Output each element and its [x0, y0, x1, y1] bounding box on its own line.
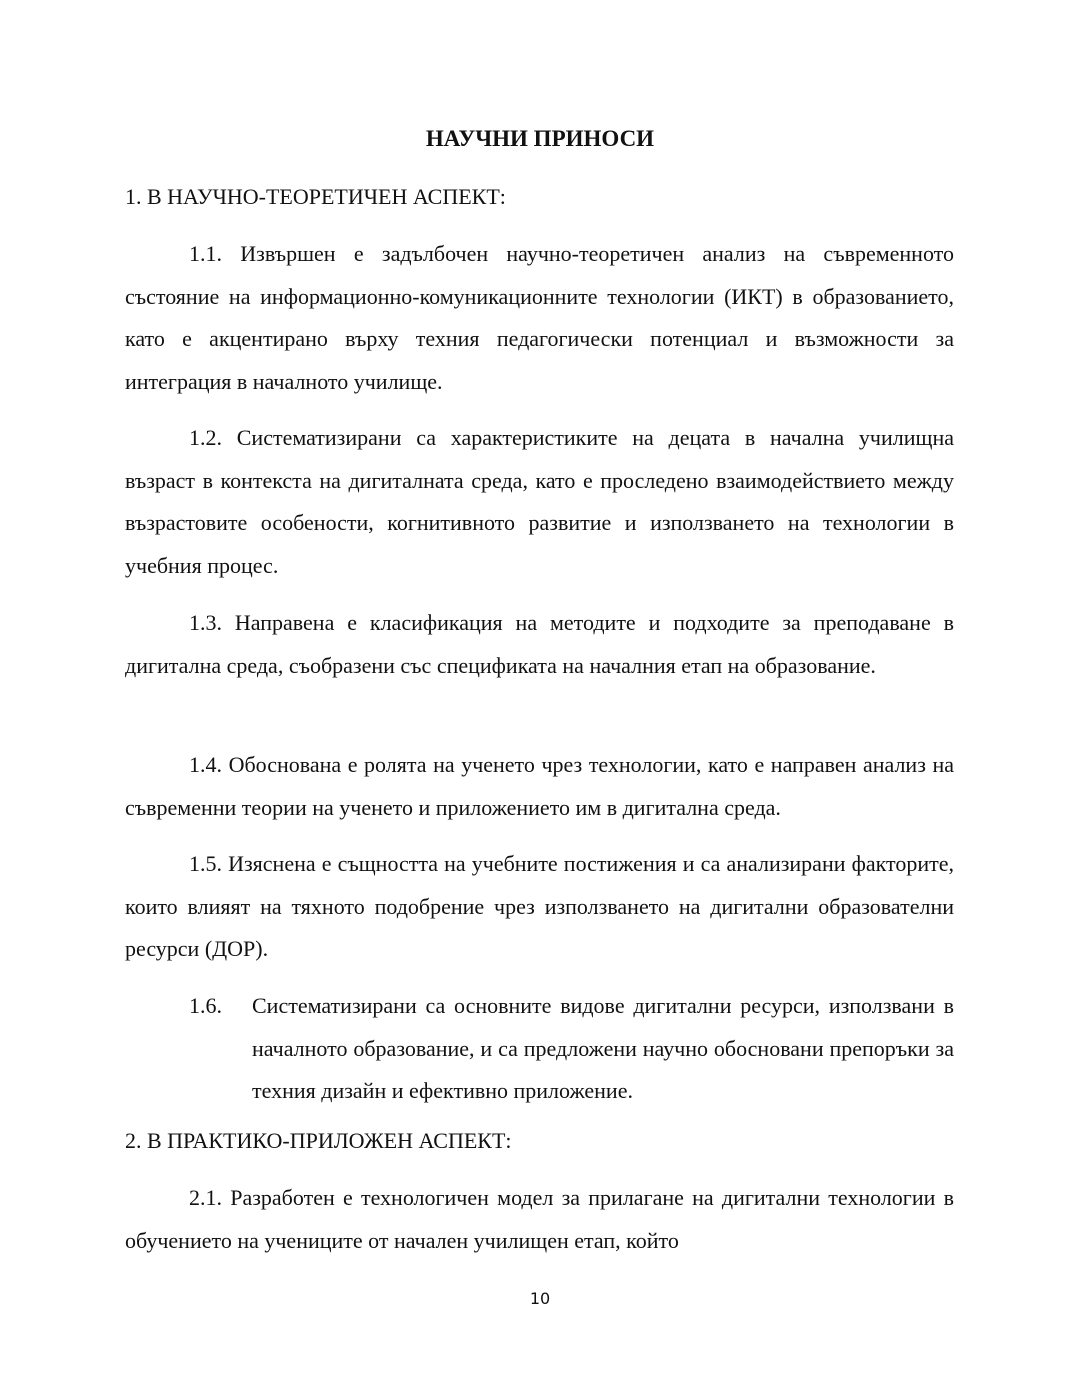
paragraph-1-2: 1.2. Систематизирани са характеристиките на децата в начална училищна възраст в контекста на дигиталната среда, като е проследено взаимодействието между възрастовите особености, когнитивното развитие и използването на технологии в учебния процес.: [125, 425, 954, 578]
section-heading-practical: 2. В ПРАКТИКО-ПРИЛОЖЕН АСПЕКТ:: [125, 1128, 512, 1153]
paragraph-2-1: 2.1. Разработен е технологичен модел за прилагане на дигитални технологии в обучението на учениците от начален училищен етап, който: [125, 1185, 954, 1253]
page-number: 10: [529, 1289, 551, 1308]
paragraph-1-3: 1.3. Направена е класификация на методите и подходите за преподаване в дигитална среда, съобразени със спецификата на началния етап на образование.: [125, 610, 954, 678]
paragraph-1-6-number: 1.6.: [189, 993, 222, 1018]
paragraph-1-4: 1.4. Обоснована е ролята на ученето чрез технологии, като е направен анализ на съвременни теории на ученето и приложението им в дигитална среда.: [125, 752, 954, 820]
page-title: НАУЧНИ ПРИНОСИ: [425, 126, 655, 151]
section-heading-theoretical: 1. В НАУЧНО-ТЕОРЕТИЧЕН АСПЕКТ:: [125, 184, 506, 209]
paragraph-1-5: 1.5. Изяснена е същността на учебните постижения и са анализирани факторите, които влияят на тяхното подобрение чрез използването на дигитални образователни ресурси (ДОР).: [125, 851, 954, 961]
paragraph-1-1: 1.1. Извършен е задълбочен научно-теоретичен анализ на съвременното състояние на информационно-комуникационните технологии (ИКТ) в образованието, като е акцентирано върху техния педагогически потенциал и възможности за интеграция в началното училище.: [125, 241, 954, 394]
paragraph-1-6-text: Систематизирани са основните видове дигитални ресурси, използвани в началното образование, и са предложени научно обосновани препоръки за техния дизайн и ефективно приложение.: [252, 993, 954, 1103]
paragraph-1-6: [189, 985, 954, 1113]
